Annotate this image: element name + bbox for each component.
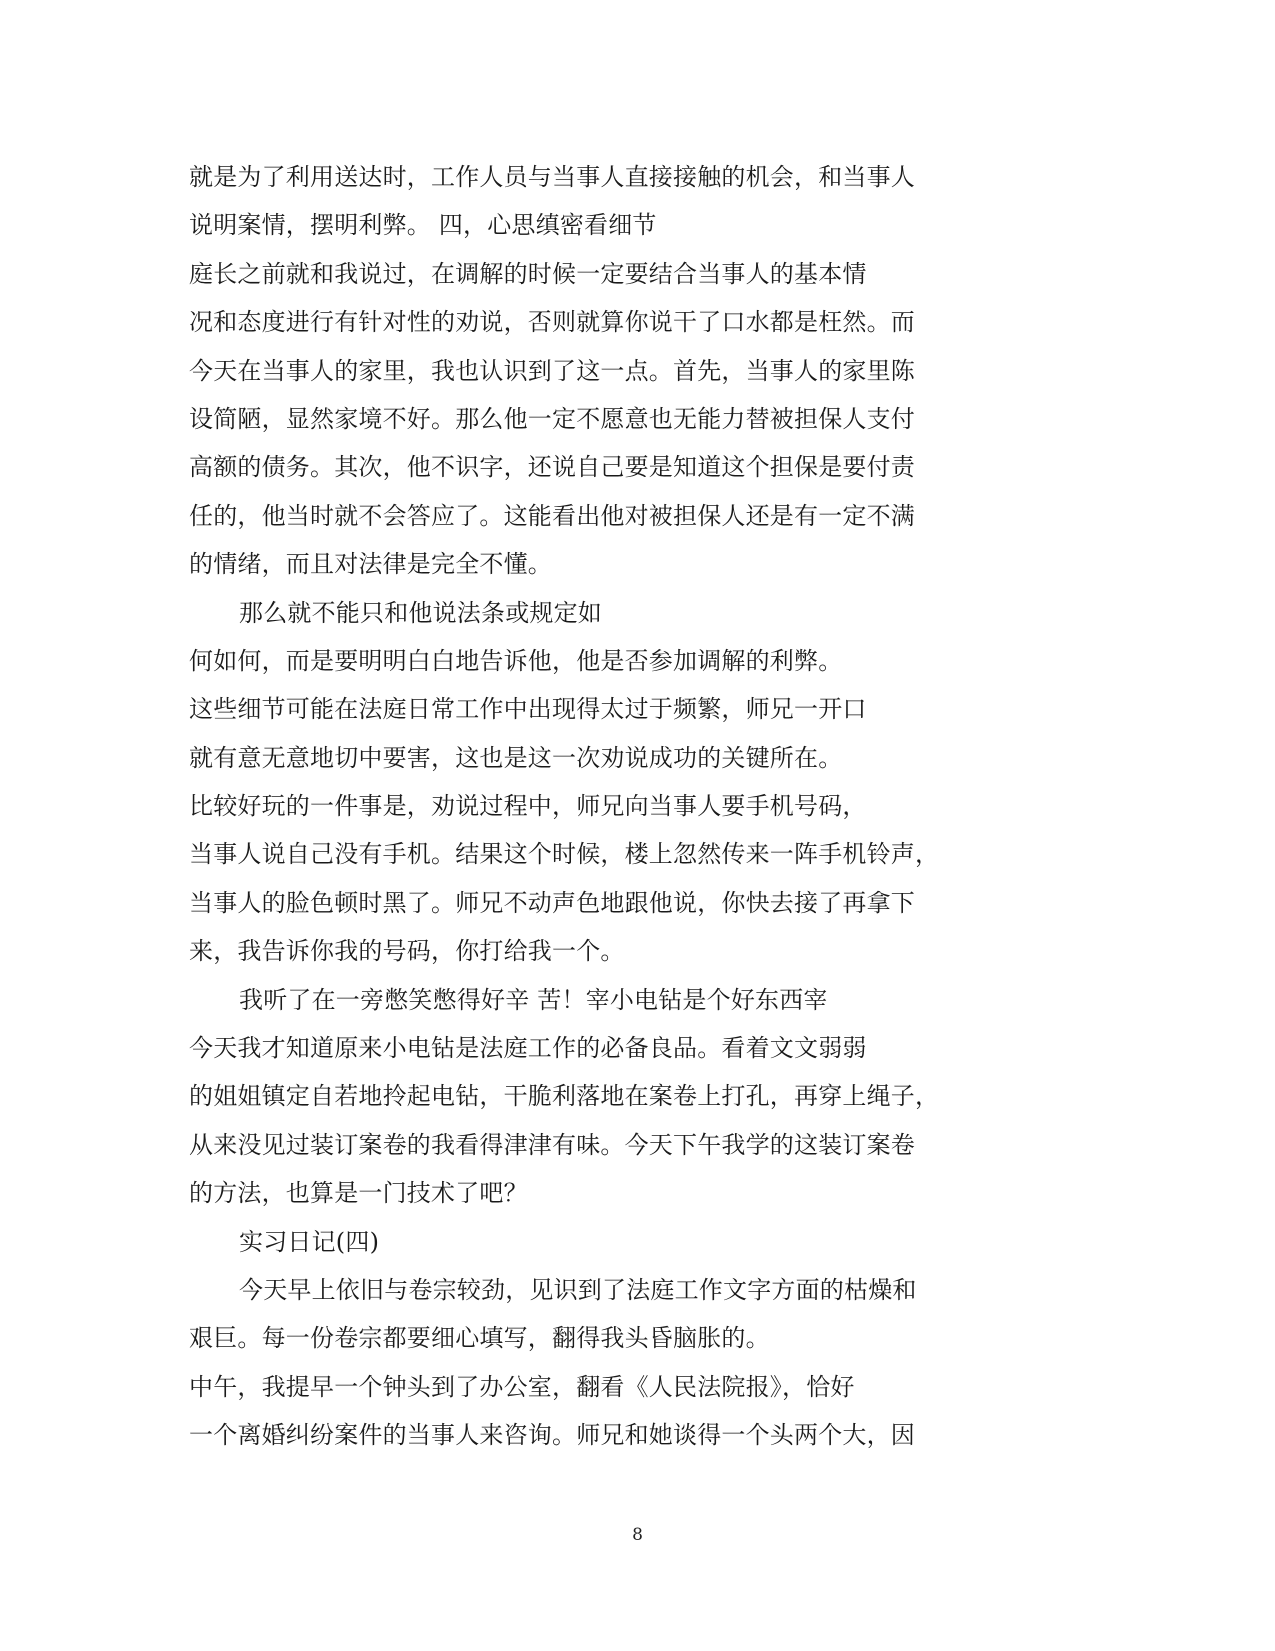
body-text — [189, 153, 989, 1460]
text-line: 比较好玩的一件事是，劝说过程中，师兄向当事人要手机号码， — [189, 792, 867, 821]
paragraph-start-line: 我听了在一旁憋笑憋得好辛 苦！宰小电钻是个好东西宰 — [239, 985, 828, 1014]
text-line: 庭长之前就和我说过，在调解的时候一定要结合当事人的基本情 — [189, 259, 867, 288]
text-line: 设简陋，显然家境不好。那么他一定不愿意也无能力替被担保人支付 — [189, 404, 915, 433]
text-line: 来，我告诉你我的号码，你打给我一个。 — [189, 937, 625, 966]
text-line: 的方法，也算是一门技术了吧？ — [189, 1179, 528, 1208]
text-line: 任的，他当时就不会答应了。这能看出他对被担保人还是有一定不满 — [189, 501, 915, 530]
text-line: 高额的债务。其次，他不识字，还说自己要是知道这个担保是要付责 — [189, 453, 915, 482]
text-line: 艰巨。每一份卷宗都要细心填写，翻得我头昏脑胀的。 — [189, 1324, 770, 1353]
section-heading: 实习日记(四) — [239, 1227, 380, 1256]
text-line: 今天在当事人的家里，我也认识到了这一点。首先，当事人的家里陈 — [189, 356, 915, 385]
text-line: 何如何，而是要明明白白地告诉他，他是否参加调解的利弊。 — [189, 646, 843, 675]
text-line: 一个离婚纠纷案件的当事人来咨询。师兄和她谈得一个头两个大，因 — [189, 1421, 915, 1450]
text-line: 当事人说自己没有手机。结果这个时候，楼上忽然传来一阵手机铃声， — [189, 840, 940, 869]
text-line: 当事人的脸色顿时黑了。师兄不动声色地跟他说，你快去接了再拿下 — [189, 888, 915, 917]
text-line: 就是为了利用送达时，工作人员与当事人直接接触的机会，和当事人 — [189, 163, 915, 191]
text-line: 今天我才知道原来小电钻是法庭工作的必备良品。看着文文弱弱 — [189, 1034, 867, 1063]
text-line: 况和态度进行有针对性的劝说，否则就算你说干了口水都是枉然。而 — [189, 308, 915, 337]
paragraph-start-line: 今天早上依旧与卷宗较劲，见识到了法庭工作文字方面的枯燥和 — [239, 1275, 917, 1304]
text-line: 就有意无意地切中要害，这也是这一次劝说成功的关键所在。 — [189, 743, 843, 772]
text-line: 说明案情，摆明利弊。 四，心思缜密看细节 — [189, 211, 657, 240]
text-line: 的情绪，而且对法律是完全不懂。 — [189, 550, 552, 579]
text-line: 中午，我提早一个钟头到了办公室，翻看《人民法院报》，恰好 — [189, 1372, 855, 1401]
text-line: 的姐姐镇定自若地拎起电钻，干脆利落地在案卷上打孔，再穿上绳子， — [189, 1082, 940, 1111]
page-number: 8 — [632, 1525, 643, 1545]
text-line: 这些细节可能在法庭日常工作中出现得太过于频繁，师兄一开口 — [189, 695, 867, 724]
paragraph-start-line: 那么就不能只和他说法条或规定如 — [239, 598, 602, 627]
text-line: 从来没见过装订案卷的我看得津津有味。今天下午我学的这装订案卷 — [189, 1130, 915, 1159]
